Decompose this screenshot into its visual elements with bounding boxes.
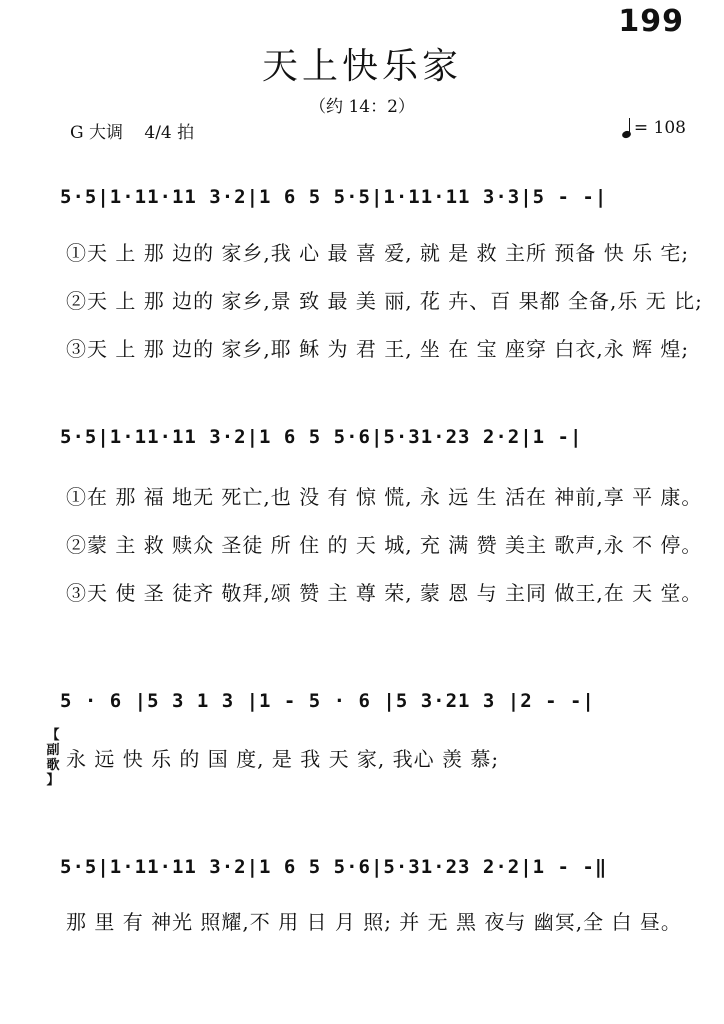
time-signature: 4/4 拍 [144, 123, 195, 143]
tempo-value: = 108 [633, 118, 686, 138]
notation-line-1: 5·5|1·11·11 3·2|1 6 5 5·5|1·11·11 3·3|5 - -| [60, 186, 608, 208]
chorus-label-char-1: 副 [46, 743, 60, 758]
quarter-note-icon [622, 118, 632, 138]
chorus-label [44, 728, 62, 788]
lyric-verse-2-line-2: ②蒙 主 救 赎众 圣徒 所 住 的 天 城, 充 满 赞 美主 歌声,永 不 停。 [66, 533, 703, 557]
lyric-chorus-line-2: 那 里 有 神光 照耀,不 用 日 月 照; 并 无 黑 夜与 幽冥,全 白 昼。 [66, 910, 682, 934]
key-signature: G 大调 [70, 123, 123, 143]
tempo-marking [622, 118, 686, 138]
notation-line-3: 5 · 6 |5 3 1 3 |1 - 5 · 6 |5 3·21 3 |2 - -| [60, 690, 595, 712]
chorus-label-char-2: 歌 [46, 758, 60, 773]
song-title: 天上快乐家 [261, 46, 462, 87]
scripture-reference: （约 14：2） [309, 97, 415, 117]
chorus-label-open: 【 [46, 728, 60, 743]
lyric-verse-3-line-1: ③天 上 那 边的 家乡,耶 稣 为 君 王, 坐 在 宝 座穿 白衣,永 辉 煌; [66, 337, 690, 361]
key-and-meter [70, 118, 210, 143]
lyric-verse-2-line-1: ②天 上 那 边的 家乡,景 致 最 美 丽, 花 卉、百 果都 全备,乐 无 比; [66, 289, 703, 313]
lyric-chorus-line-1: 永 远 快 乐 的 国 度, 是 我 天 家, 我心 羡 慕; [66, 747, 500, 771]
lyric-verse-1-line-2: ①在 那 福 地无 死亡,也 没 有 惊 慌, 永 远 生 活在 神前,享 平 康。 [66, 485, 703, 509]
chorus-label-close: 】 [46, 773, 60, 788]
page-number: 199 [618, 4, 684, 39]
lyric-verse-3-line-2: ③天 使 圣 徒齐 敬拜,颂 赞 主 尊 荣, 蒙 恩 与 主同 做王,在 天 堂。 [66, 581, 703, 605]
lyric-verse-1-line-1: ①天 上 那 边的 家乡,我 心 最 喜 爱, 就 是 救 主所 预备 快 乐 宅; [66, 241, 690, 265]
notation-line-4: 5·5|1·11·11 3·2|1 6 5 5·6|5·31·23 2·2|1 - -‖ [60, 856, 608, 878]
notation-line-2: 5·5|1·11·11 3·2|1 6 5 5·6|5·31·23 2·2|1 -| [60, 426, 583, 448]
